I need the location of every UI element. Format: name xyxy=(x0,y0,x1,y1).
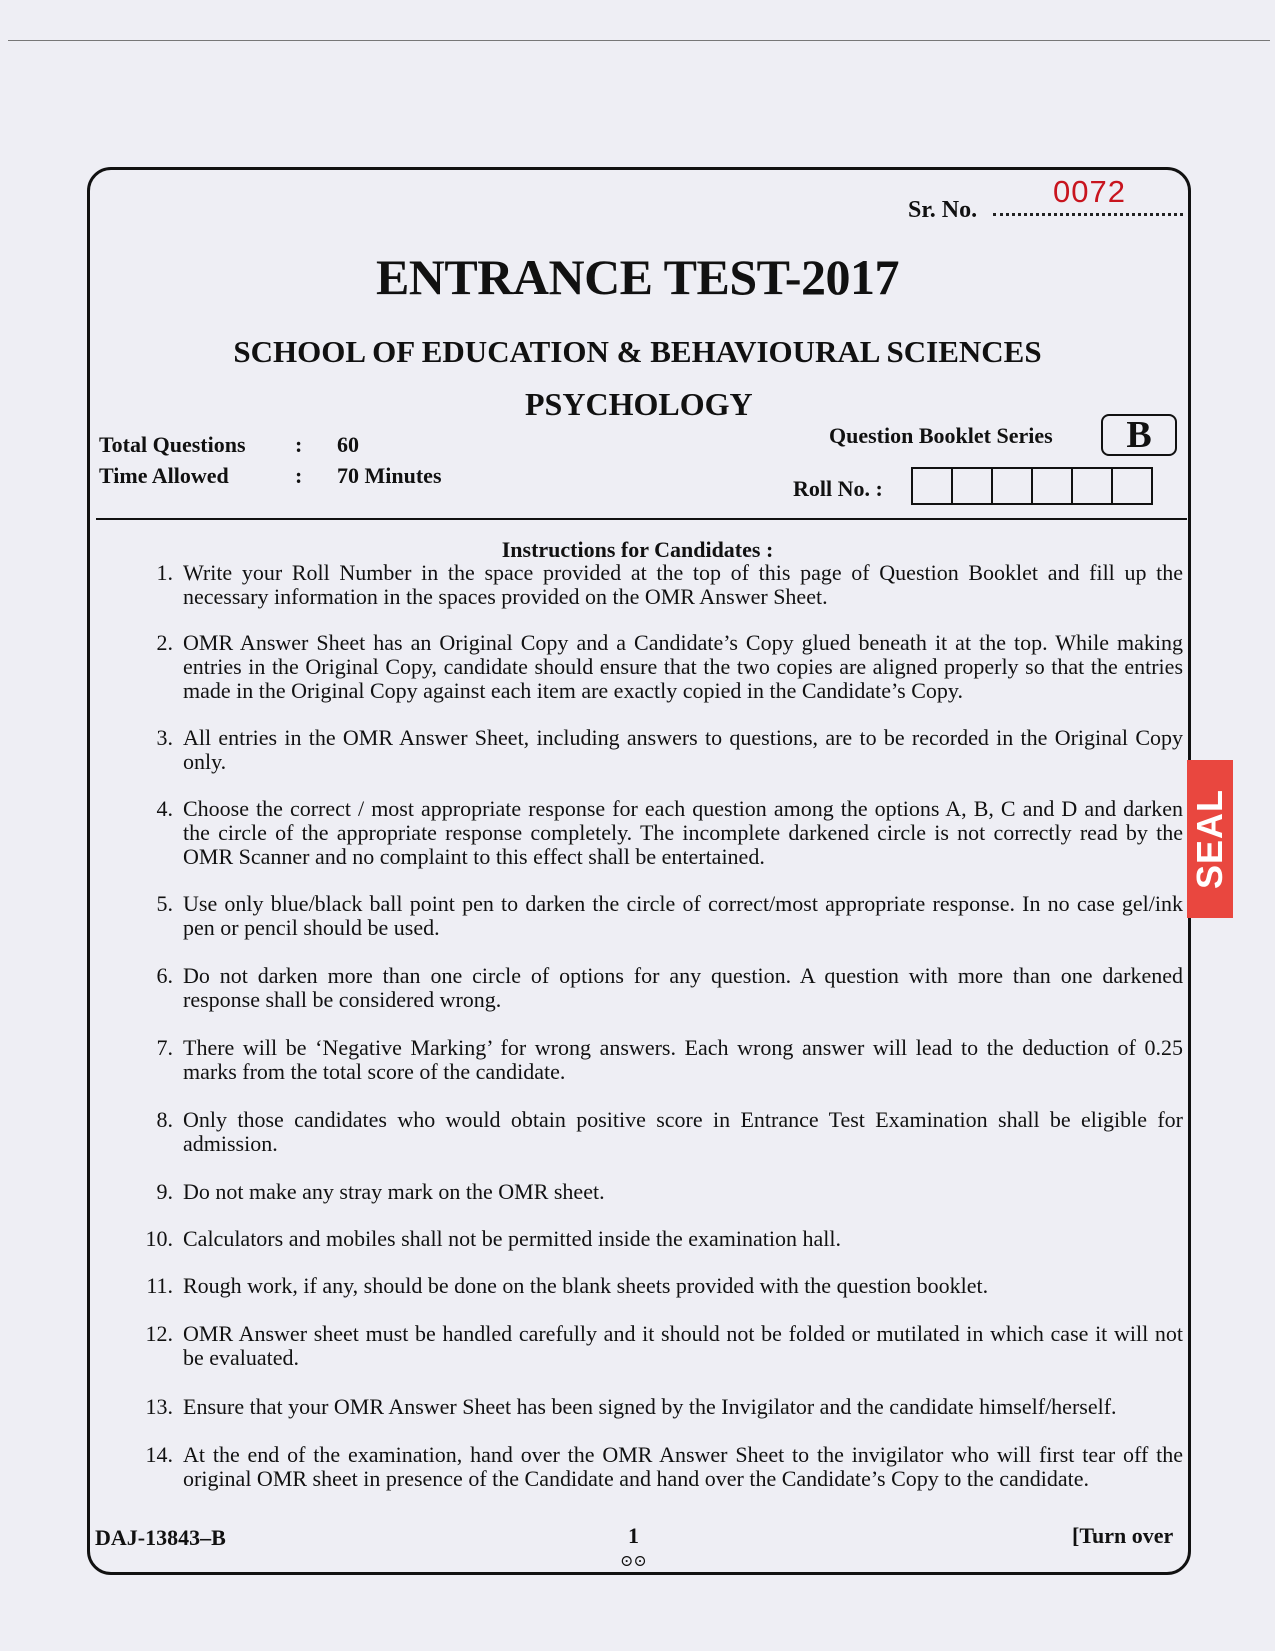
series-badge: B xyxy=(1101,414,1177,456)
instruction-item xyxy=(123,1180,1183,1204)
total-questions-value: 60 xyxy=(337,432,359,457)
subject-name: PSYCHOLOGY xyxy=(525,386,753,422)
instruction-number: 4. xyxy=(156,796,173,821)
instruction-item xyxy=(123,1322,1183,1370)
instruction-text: OMR Answer sheet must be handled carefully and it should not be folded or mutilated in which case it will not be evaluated. xyxy=(183,1321,1183,1370)
page-number: 1 xyxy=(628,1523,639,1548)
instruction-number: 9. xyxy=(156,1179,173,1204)
roll-digit-box[interactable] xyxy=(911,467,953,505)
time-allowed-value: 70 Minutes xyxy=(337,463,442,488)
instruction-item xyxy=(123,1036,1183,1084)
instruction-item xyxy=(123,892,1183,940)
instruction-number: 13. xyxy=(145,1394,173,1419)
instruction-number: 14. xyxy=(145,1442,173,1467)
instruction-text: Do not darken more than one circle of options for any question. A question with more than one darkened response shall be considered wrong. xyxy=(183,963,1183,1012)
instruction-item xyxy=(123,964,1183,1012)
instruction-item xyxy=(123,1108,1183,1156)
time-allowed-row xyxy=(99,463,442,489)
instruction-number: 3. xyxy=(156,725,173,750)
instruction-item xyxy=(123,561,1183,609)
instruction-item xyxy=(123,1227,1183,1251)
instructions-heading: Instructions for Candidates : xyxy=(501,537,774,562)
roll-digit-box[interactable] xyxy=(1031,467,1073,505)
instruction-number: 2. xyxy=(156,630,173,655)
instruction-number: 7. xyxy=(156,1035,173,1060)
instruction-item xyxy=(123,1274,1183,1298)
serial-dotted-line xyxy=(993,213,1183,216)
instruction-text: There will be ‘Negative Marking’ for wrong answers. Each wrong answer will lead to the deduction of 0.25 marks from the total score of the candidate. xyxy=(183,1035,1183,1084)
scan-edge-line xyxy=(8,40,1270,41)
header-divider xyxy=(96,518,1187,520)
instruction-text: OMR Answer Sheet has an Original Copy and a Candidate’s Copy glued beneath it at the top. While making entries in the Original Copy, candidate should ensure that the two copies are aligned properly so that the entries made in the Original Copy against each item are exactly copied in the Candidate’s Copy. xyxy=(183,630,1183,703)
instruction-number: 5. xyxy=(156,891,173,916)
colon: : xyxy=(295,463,303,488)
footer-symbol: ⊙⊙ xyxy=(620,1553,647,1570)
booklet-code: DAJ-13843–B xyxy=(95,1525,226,1550)
serial-label: Sr. No. xyxy=(908,197,978,223)
instruction-number: 12. xyxy=(145,1321,173,1346)
roll-no-boxes xyxy=(913,467,1153,505)
school-name: SCHOOL OF EDUCATION & BEHAVIOURAL SCIENCES xyxy=(233,334,1042,369)
colon: : xyxy=(295,432,303,457)
serial-number: 0072 xyxy=(1053,174,1126,209)
turn-over-note: [Turn over xyxy=(1072,1523,1174,1548)
instruction-text: Rough work, if any, should be done on the blank sheets provided with the question booklet. xyxy=(183,1273,989,1298)
roll-digit-box[interactable] xyxy=(1111,467,1153,505)
instruction-number: 10. xyxy=(145,1226,173,1251)
instruction-text: All entries in the OMR Answer Sheet, including answers to questions, are to be recorded in the Original Copy only. xyxy=(183,725,1183,774)
instruction-number: 6. xyxy=(156,963,173,988)
roll-no-label: Roll No. : xyxy=(793,476,883,501)
instruction-item xyxy=(123,726,1183,774)
seal-sticker xyxy=(1187,760,1233,918)
instruction-text: Choose the correct / most appropriate response for each question among the options A, B, C and D and darken the circle of the appropriate response completely. The incomplete darkened circle is not correctly read by the OMR Scanner and no complaint to this effect shall be entertained. xyxy=(183,796,1183,869)
page-title: ENTRANCE TEST-2017 xyxy=(375,249,900,305)
total-questions-row xyxy=(99,432,359,458)
instruction-text: At the end of the examination, hand over the OMR Answer Sheet to the invigilator who will first tear off the original OMR sheet in presence of the Candidate and hand over the Candidate’s Copy to the candidate. xyxy=(183,1442,1183,1491)
roll-digit-box[interactable] xyxy=(991,467,1033,505)
instruction-text: Ensure that your OMR Answer Sheet has been signed by the Invigilator and the candidate himself/herself. xyxy=(183,1394,1117,1419)
instruction-text: Use only blue/black ball point pen to darken the circle of correct/most appropriate response. In no case gel/ink pen or pencil should be used. xyxy=(183,891,1183,940)
series-label: Question Booklet Series xyxy=(829,423,1053,448)
roll-digit-box[interactable] xyxy=(951,467,993,505)
instruction-text: Write your Roll Number in the space provided at the top of this page of Question Booklet and fill up the necessary information in the spaces provided on the OMR Answer Sheet. xyxy=(183,560,1183,609)
instruction-item xyxy=(123,1395,1183,1419)
seal-text: SEAL xyxy=(1189,788,1230,890)
instruction-item xyxy=(123,1443,1183,1491)
instruction-number: 8. xyxy=(156,1107,173,1132)
instruction-item xyxy=(123,631,1183,703)
instruction-text: Calculators and mobiles shall not be permitted inside the examination hall. xyxy=(183,1226,842,1251)
instruction-item xyxy=(123,797,1183,869)
roll-digit-box[interactable] xyxy=(1071,467,1113,505)
instruction-text: Only those candidates who would obtain positive score in Entrance Test Examination shall be eligible for admission. xyxy=(183,1107,1183,1156)
total-questions-label: Total Questions xyxy=(99,432,246,457)
instruction-number: 1. xyxy=(156,560,173,585)
time-allowed-label: Time Allowed xyxy=(99,463,229,488)
instruction-number: 11. xyxy=(146,1273,173,1298)
instruction-text: Do not make any stray mark on the OMR sheet. xyxy=(183,1179,605,1204)
